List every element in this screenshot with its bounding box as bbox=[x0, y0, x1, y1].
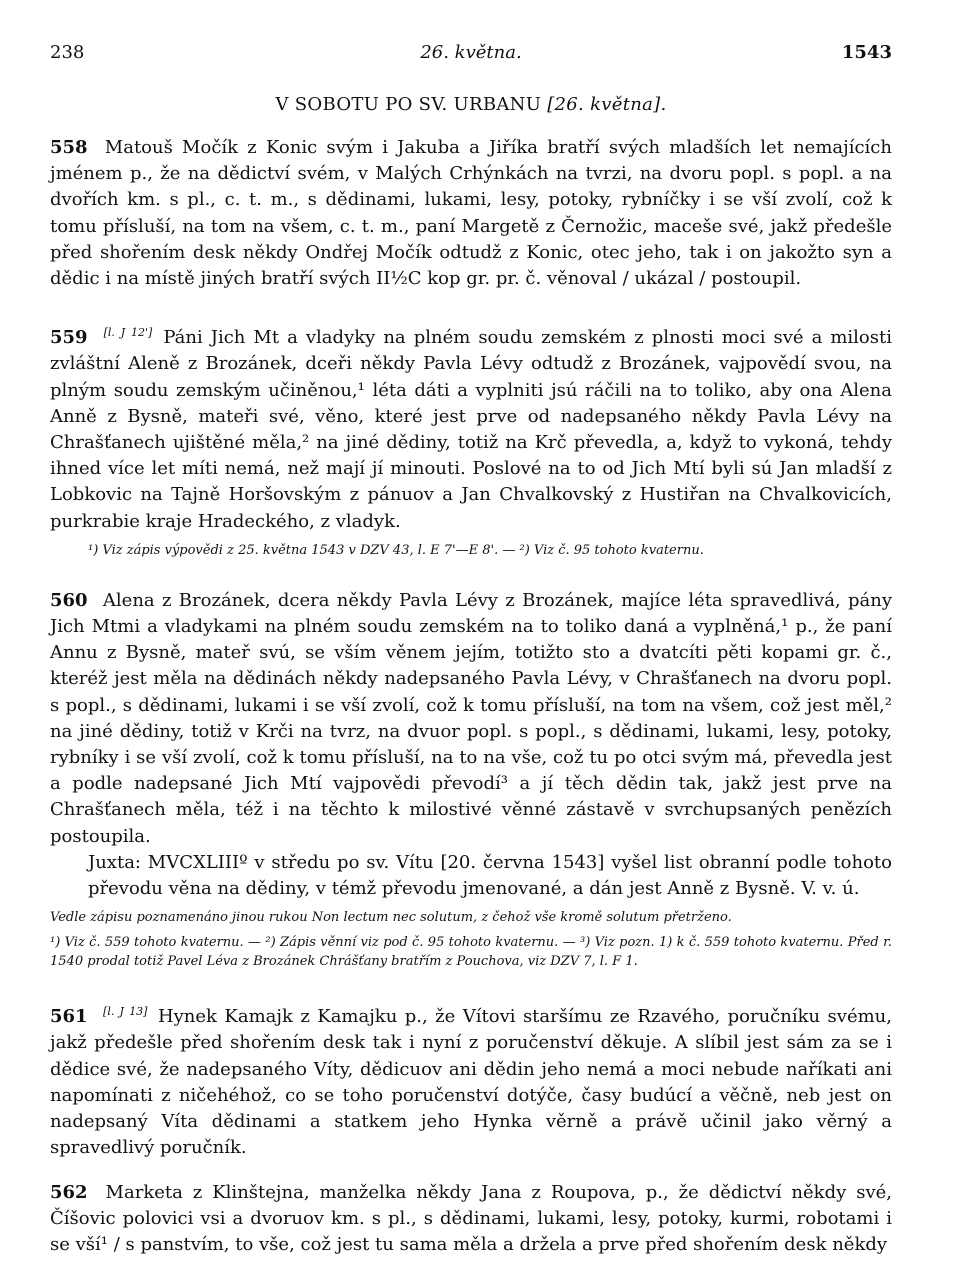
entry-text: Hynek Kamajk z Kamajku p., že Vítovi staršímu ze Rzavého, poručníku svému, jakž předešle před shořením desk tak i nyní z poručenství děkuje. A slíbil jest sám za se i dědice své, že nadepsaného Víty, dědicuov ani dědin jeho nemá a moci nebude naříkati ani napomínati z ničehéhož, co se toho poručenství dotýče, časy budúcí a věčně, neb jest on nadepsaný Víta dědinami a statkem jeho Hynka věrně a právě učinil jako věrný a spravedlivý poručník. bbox=[50, 1006, 892, 1159]
entry-text: Matouš Močík z Konic svým i Jakuba a Jiříka bratří svých mladších let nemajících jménem p., že na dědictví svém, v Malých Crhýnkách na tvrzi, na dvoru popl. s popl. a na dvořích km. s pl., c. t. m., s dědinami, lukami, lesy, potoky, rybníčky i se vší zvolí, což k tomu přísluší, na tom na všem, c. t. m., paní Margetě z Černožic, maceše své, jakž předešle před shořením desk někdy Ondřej Močík odtudž z Konic, otec jeho, tak i on jakožto syn a dědic i na místě jiných bratří svých II½C kop gr. pr. č. věnoval / ukázal / postoupil. bbox=[50, 137, 892, 290]
page bbox=[50, 42, 892, 1258]
section-title-date: [26. května]. bbox=[547, 94, 667, 115]
entry-number: 559 bbox=[50, 327, 88, 349]
page-number: 238 bbox=[50, 42, 85, 63]
folio-reference: [l. J 12'] bbox=[103, 326, 153, 340]
entry-number: 561 bbox=[50, 1006, 88, 1028]
margin-note: Vedle zápisu poznamenáno jinou rukou Non lectum nec solutum, z čehož vše kromě solutum přetrženo. bbox=[50, 910, 732, 926]
entry-text: Marketa z Klinštejna, manželka někdy Jana z Roupova, p., že dědictví někdy své, Číšovic polovici vsi a dvoruov km. s pl., s dědinami, lukami, lesy, potoky, kurmi, robotami i se vší¹ / s panstvím, to vše, což jest tu sama měla a držela a prve před shořením desk někdy bbox=[50, 1181, 892, 1255]
running-year: 1543 bbox=[841, 42, 892, 63]
entry-559 bbox=[50, 320, 892, 535]
running-header bbox=[50, 42, 892, 72]
footnote: ¹) Viz č. 559 tohoto kvaternu. — ²) Zápis věnní viz pod č. 95 tohoto kvaternu. — ³) Viz pozn. 1) k č. 559 tohoto kvaternu. Před r. 1540 prodal totiž Pavel Léva z Brozánek Chrášťany bratřím z Pouchova, viz DZV 7, l. F 1. bbox=[50, 935, 892, 970]
folio-reference: [l. J 13] bbox=[103, 1005, 148, 1019]
section-title bbox=[50, 94, 892, 115]
entry-number: 562 bbox=[50, 1181, 88, 1203]
entry-561 bbox=[50, 999, 892, 1161]
juxta-note: Juxta: MVCXLIIIº v středu po sv. Vítu [20. června 1543] vyšel list obranní podle tohoto převodu věna na dědiny, v témž převodu jmenované, a dán jest Anně z Bysně. V. v. ú. bbox=[88, 851, 892, 900]
entry-text: Páni Jich Mt a vladyky na plném soudu zemském z plnosti moci své a milosti zvláštní Aleně z Brozánek, dceři někdy Pavla Lévy odtudž z Brozánek, vajpovědí svou, na plným soudu zemským učiněnou,¹ léta dáti a vyplniti jsú ráčili na to toliko, aby ona Alena Anně z Bysně, mateři své, věno, které jest prve od nadepsaného někdy Pavla Lévy na Chrašťanech ujištěné měla,² na jiné dědiny, totiž na Krč převedla, a, když to vykoná, tehdy ihned více let míti nemá, než mají jí minouti. Poslové na to od Jich Mtí byli sú Jan mladší z Lobkovic na Tajně Horšovským z pánuov a Jan Chvalkovský z Hustiřan na Chvalkovicích, purkrabie kraje Hradeckého, z vladyk. bbox=[50, 327, 893, 532]
section-title-text: V SOBOTU PO SV. URBANU bbox=[275, 94, 542, 115]
entry-text: Alena z Brozánek, dcera někdy Pavla Lévy z Brozánek, majíce léta spravedlivá, pány Jich Mtmi a vladykami na plném soudu zemském na to toliko daná a vyplněná,¹ p., že paní Annu z Bysně, mateř svú, se vším věnem jejím, totižto sto a dvatcíti pěti kopami gr. č., kteréž jest měla na dědinách někdy nadepsaného Pavla Lévy, v Chrašťanech na dvoru popl. s popl., s dědinami, lukami i se vší zvolí, což k tomu přísluší, na tom na všem, což jest měl,² na jiné dědiny, totiž v Krči na tvrz, na dvuor popl. s popl., s dědinami, lukami, lesy, potoky, rybníky i se vší zvolí, což k tomu přísluší, na to na vše, což tu po otci svým má, převedla jest a podle nadepsané Jich Mtí vajpovědi převodí³ a jí těch dědin tak, jakž jest prve na Chrašťanech měla, též i na těchto k milostivé věnné zástavě v svrchupsaných penězích postoupila. bbox=[50, 589, 893, 847]
running-date: 26. května. bbox=[420, 42, 522, 63]
entry-558 bbox=[50, 135, 892, 292]
entry-number: 558 bbox=[50, 137, 88, 158]
footnote: ¹) Viz zápis výpovědi z 25. května 1543 v DZV 43, l. E 7'—E 8'. — ²) Viz č. 95 tohoto kvaternu. bbox=[88, 542, 704, 558]
entry-number: 560 bbox=[50, 589, 88, 611]
entry-560 bbox=[50, 588, 892, 850]
entry-562 bbox=[50, 1180, 892, 1259]
